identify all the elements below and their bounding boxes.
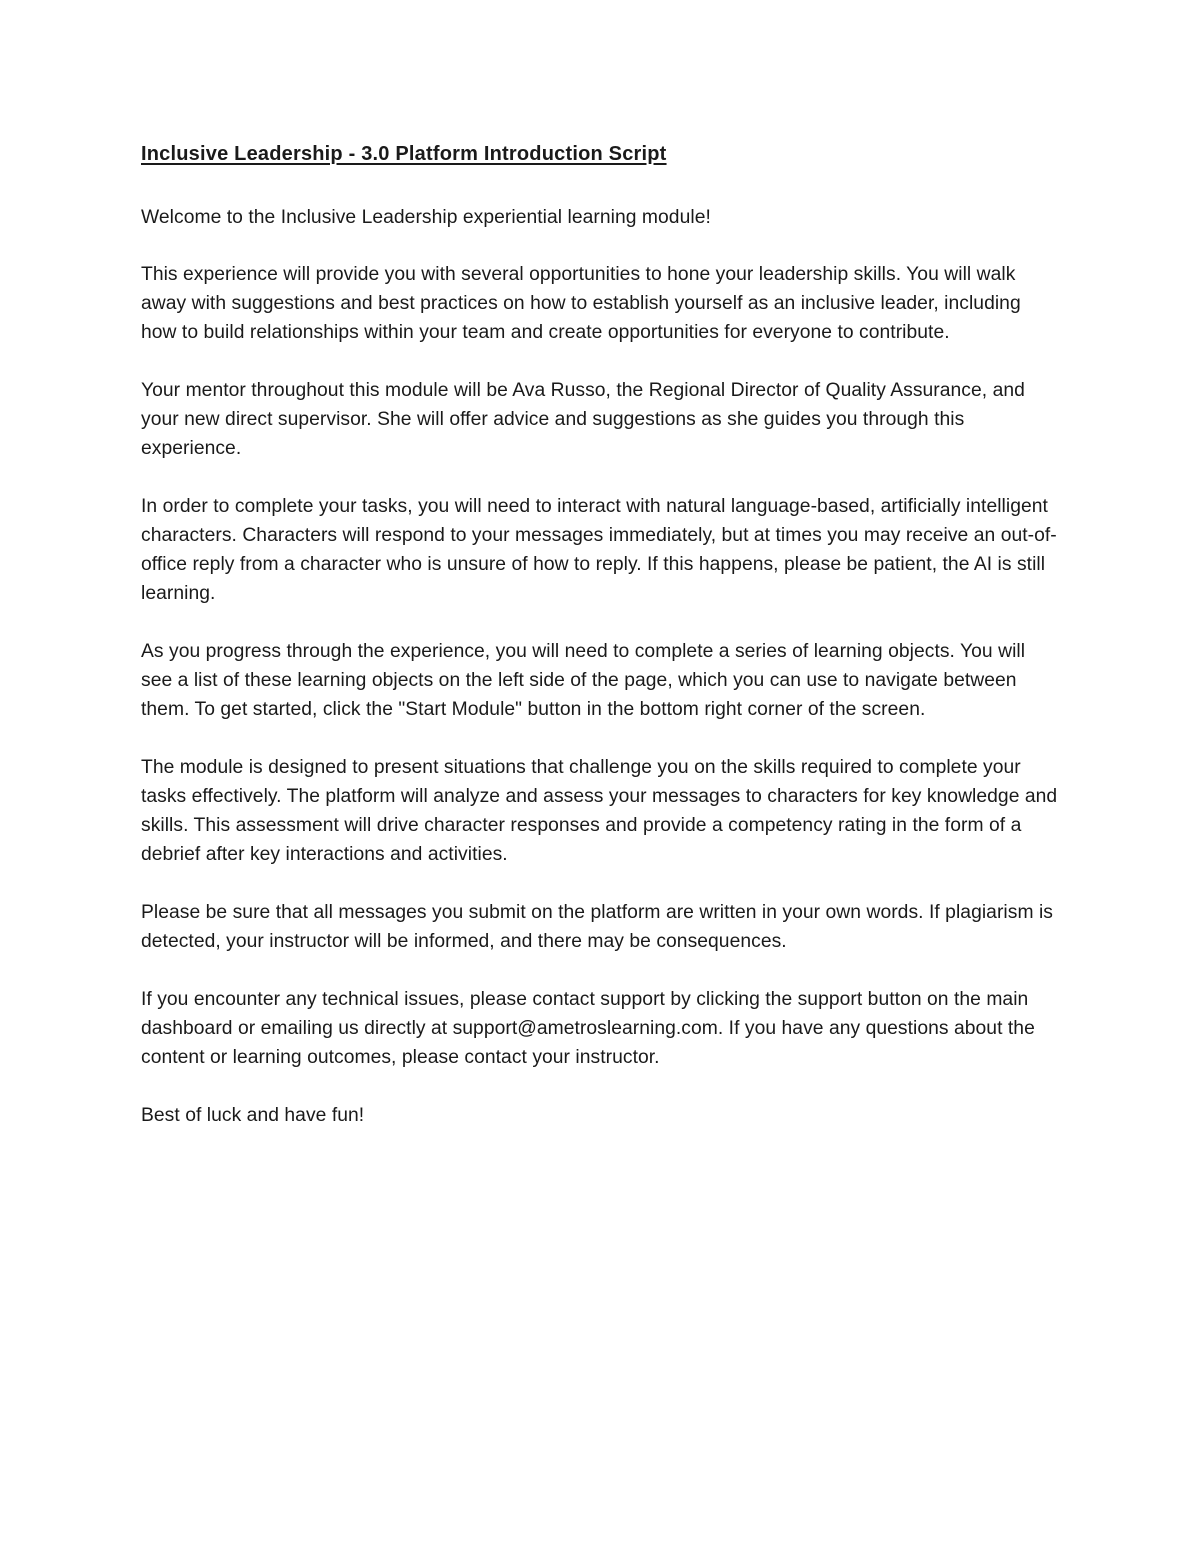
paragraph-closing: Best of luck and have fun! xyxy=(141,1105,365,1126)
paragraph-learning-objects: As you progress through the experience, you will need to complete a series of learning objects. You will see a list of these learning objects on the left side of the page, which you can use to navigate between them. To get started, click the "Start Module" button in the bottom right corner of the screen. xyxy=(141,641,1026,720)
paragraph-experience: This experience will provide you with several opportunities to hone your leadership skills. You will walk away with suggestions and best practices on how to establish yourself as an inclusive leader, including how to build relationships within your team and create opportunities for everyone to contribute. xyxy=(141,264,1021,343)
paragraph-plagiarism: Please be sure that all messages you submit on the platform are written in your own words. If plagiarism is detected, your instructor will be informed, and there may be consequences. xyxy=(141,902,1053,952)
paragraph-ai-characters: In order to complete your tasks, you will need to interact with natural language-based, artificially intelligent characters. Characters will respond to your messages immediately, but at times you may receive an out-of-office reply from a character who is unsure of how to reply. If this happens, please be patient, the AI is still learning. xyxy=(141,496,1057,604)
document-title: Inclusive Leadership - 3.0 Platform Introduction Script xyxy=(141,143,667,165)
paragraph-welcome: Welcome to the Inclusive Leadership experiential learning module! xyxy=(141,207,711,228)
paragraph-assessment: The module is designed to present situations that challenge you on the skills required to complete your tasks effectively. The platform will analyze and assess your messages to characters for key knowledge and skills. This assessment will drive character responses and provide a competency rating in the form of a debrief after key interactions and activities. xyxy=(141,757,1058,865)
paragraph-mentor: Your mentor throughout this module will be Ava Russo, the Regional Director of Quality Assurance, and your new direct supervisor. She will offer advice and suggestions as she guides you through this experience. xyxy=(141,380,1025,459)
paragraph-support: If you encounter any technical issues, please contact support by clicking the support button on the main dashboard or emailing us directly at support@ametroslearning.com. If you have any questions about the content or learning outcomes, please contact your instructor. xyxy=(141,989,1035,1068)
document-body xyxy=(141,140,1061,1159)
